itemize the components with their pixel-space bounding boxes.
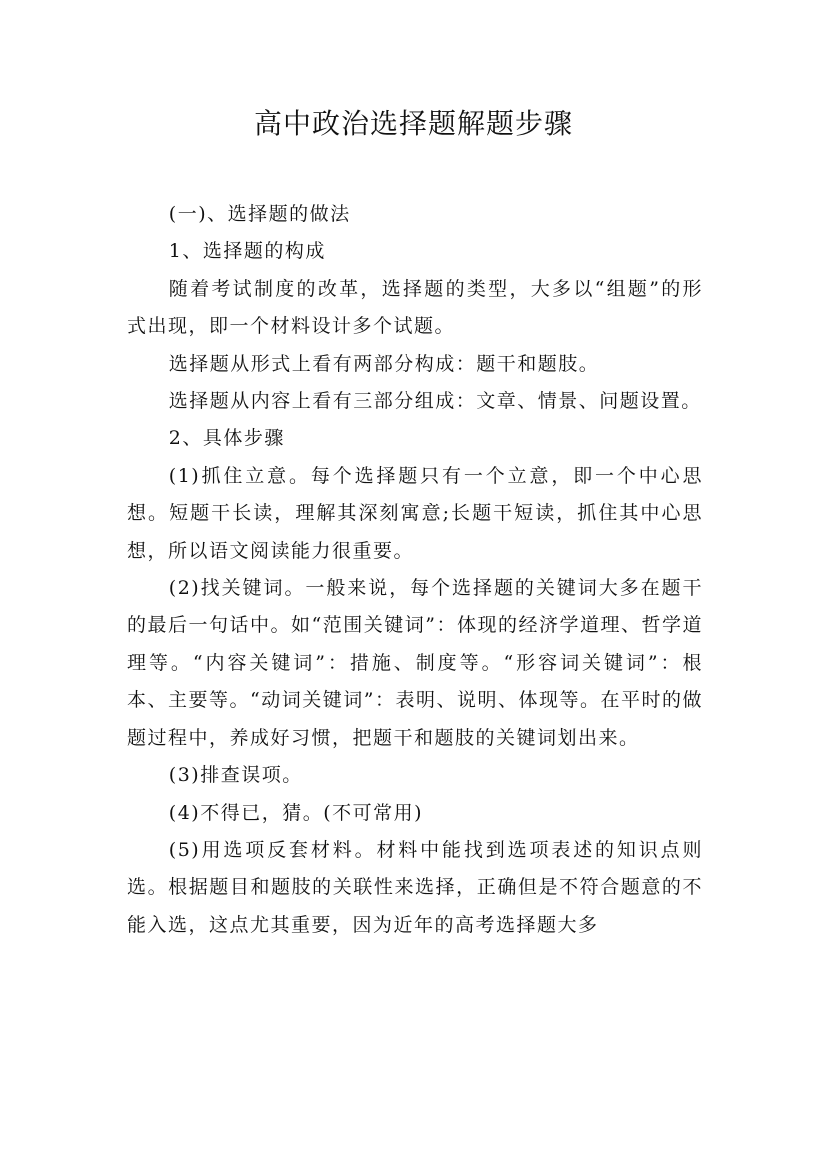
step-5-paragraph: (5)用选项反套材料。材料中能找到选项表述的知识点则选。根据题目和题肢的关联性来选择，正确但是不符合题意的不能入选，这点尤其重要，因为近年的高考选择题大多 xyxy=(127,838,703,936)
step-2-paragraph: (2)找关键词。一般来说，每个选择题的关键词大多在题干的最后一句话中。如“范围关键词”：体现的经济学道理、哲学道理等。“内容关键词”：措施、制度等。“形容词关键词”：根本、主要等。“动词关键词”：表明、说明、体现等。在平时的做题过程中，养成好习惯，把题干和题肢的关键词划出来。 xyxy=(127,577,703,749)
document-title: 高中政治选择题解题步骤 xyxy=(253,107,573,140)
section-heading-methods: (一)、选择题的做法 xyxy=(168,203,351,225)
paragraph-form-structure: 选择题从形式上看有两部分构成：题干和题肢。 xyxy=(168,352,600,375)
step-1-paragraph: (1)抓住立意。每个选择题只有一个立意，即一个中心思想。短题干长读，理解其深刻寓意;长题干短读，抓住其中心思想，所以语文阅读能力很重要。 xyxy=(127,464,703,562)
subheading-structure: 1、选择题的构成 xyxy=(168,240,326,263)
paragraph-content-structure: 选择题从内容上看有三部分组成：文章、情景、问题设置。 xyxy=(168,390,702,413)
document-body xyxy=(127,196,703,944)
subheading-steps: 2、具体步骤 xyxy=(168,427,285,450)
paragraph-group-questions: 随着考试制度的改革，选择题的类型，大多以“组题”的形式出现，即一个材料设计多个试题。 xyxy=(127,277,703,338)
step-4-paragraph: (4)不得已，猜。(不可常用) xyxy=(168,801,424,824)
step-3-paragraph: (3)排查误项。 xyxy=(168,764,303,787)
